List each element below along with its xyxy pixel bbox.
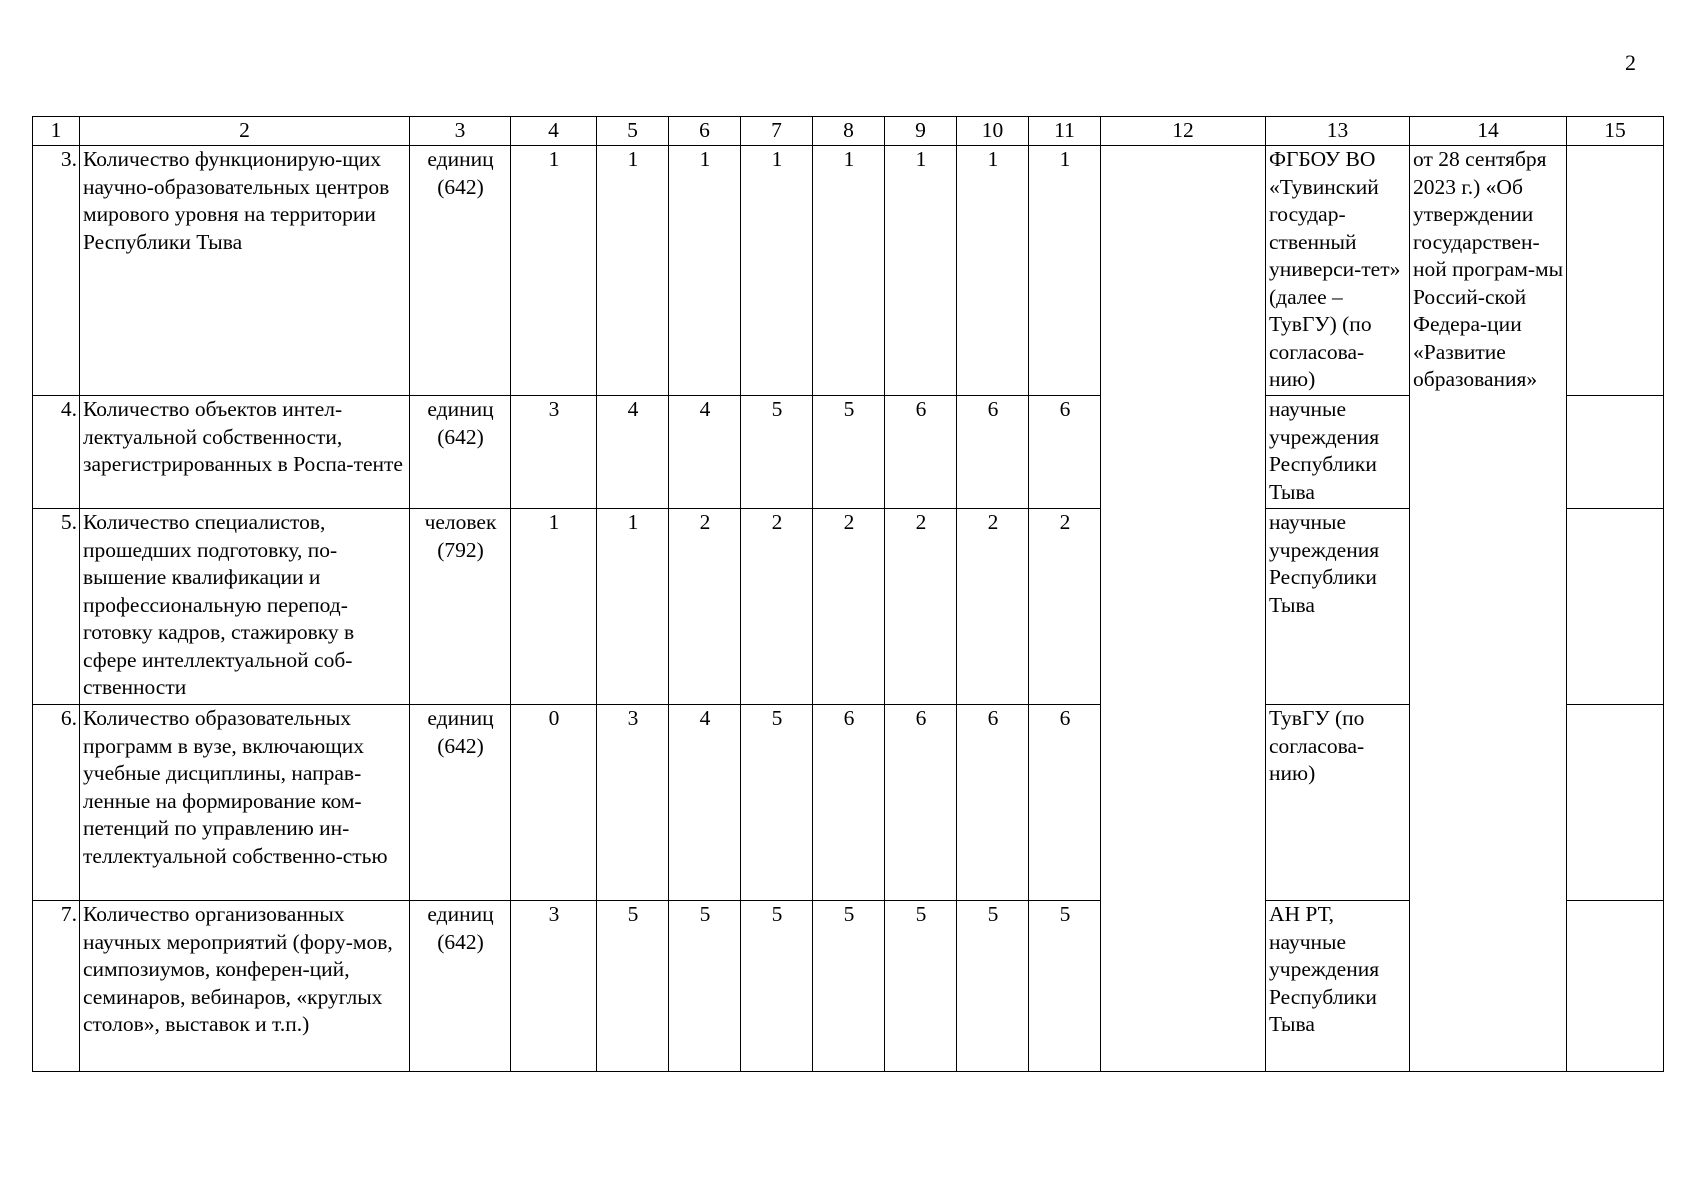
header-cell: 7 xyxy=(741,117,813,146)
column-15-cell xyxy=(1567,705,1664,901)
header-cell: 15 xyxy=(1567,117,1664,146)
value-cell: 2 xyxy=(669,509,741,705)
header-cell: 2 xyxy=(80,117,410,146)
value-cell: 5 xyxy=(885,901,957,1072)
value-cell: 5 xyxy=(813,396,885,509)
responsible-cell: ТувГУ (по согласова-нию) xyxy=(1266,705,1410,901)
value-cell: 5 xyxy=(1029,901,1101,1072)
header-row xyxy=(33,117,1664,146)
value-cell: 6 xyxy=(957,396,1029,509)
value-cell: 6 xyxy=(1029,396,1101,509)
value-cell: 1 xyxy=(957,146,1029,396)
value-cell: 4 xyxy=(669,396,741,509)
row-number: 3. xyxy=(33,146,80,396)
header-cell: 4 xyxy=(511,117,597,146)
value-cell: 5 xyxy=(813,901,885,1072)
value-cell: 1 xyxy=(669,146,741,396)
value-cell: 1 xyxy=(597,146,669,396)
value-cell: 2 xyxy=(813,509,885,705)
value-cell: 6 xyxy=(1029,705,1101,901)
unit-cell: единиц (642) xyxy=(410,901,511,1072)
value-cell: 1 xyxy=(885,146,957,396)
header-cell: 3 xyxy=(410,117,511,146)
header-cell: 5 xyxy=(597,117,669,146)
unit-cell: единиц (642) xyxy=(410,146,511,396)
unit-cell: единиц (642) xyxy=(410,396,511,509)
value-cell: 1 xyxy=(813,146,885,396)
indicators-table xyxy=(32,116,1664,1072)
responsible-cell: научные учреждения Республики Тыва xyxy=(1266,396,1410,509)
responsible-cell: ФГБОУ ВО «Тувинский государ-ственный универси-тет» (далее – ТувГУ) (по согласова-нию) xyxy=(1266,146,1410,396)
indicator-name: Количество специалистов, прошедших подготовку, по-вышение квалификации и профессиональную перепод-готовку кадров, стажировку в сфере интеллектуальной соб-ственности xyxy=(80,509,410,705)
responsible-cell: АН РТ, научные учреждения Республики Тыва xyxy=(1266,901,1410,1072)
value-cell: 2 xyxy=(957,509,1029,705)
value-cell: 1 xyxy=(511,146,597,396)
column-15-cell xyxy=(1567,396,1664,509)
value-cell: 3 xyxy=(511,396,597,509)
value-cell: 4 xyxy=(597,396,669,509)
page-number: 2 xyxy=(1625,50,1636,75)
value-cell: 1 xyxy=(597,509,669,705)
header-cell: 12 xyxy=(1101,117,1266,146)
value-cell: 5 xyxy=(669,901,741,1072)
value-cell: 6 xyxy=(885,396,957,509)
value-cell: 6 xyxy=(885,705,957,901)
indicator-name: Количество образовательных программ в вузе, включающих учебные дисциплины, направ-ленные на формирование ком-петенций по управлению ин-теллектуальной собственно-стью xyxy=(80,705,410,901)
value-cell: 5 xyxy=(741,901,813,1072)
value-cell: 1 xyxy=(741,146,813,396)
value-cell: 2 xyxy=(1029,509,1101,705)
value-cell: 5 xyxy=(741,396,813,509)
unit-cell: единиц (642) xyxy=(410,705,511,901)
header-cell: 11 xyxy=(1029,117,1101,146)
header-cell: 8 xyxy=(813,117,885,146)
column-15-cell xyxy=(1567,146,1664,396)
column-12-cell xyxy=(1101,146,1266,1072)
indicator-name: Количество организованных научных мероприятий (фору-мов, симпозиумов, конферен-ций, семинаров, вебинаров, «круглых столов», выставок и т.п.) xyxy=(80,901,410,1072)
value-cell: 5 xyxy=(597,901,669,1072)
indicator-name: Количество функционирую-щих научно-образовательных центров мирового уровня на территории Республики Тыва xyxy=(80,146,410,396)
header-cell: 10 xyxy=(957,117,1029,146)
indicator-name: Количество объектов интел-лектуальной собственности, зарегистрированных в Роспа-тенте xyxy=(80,396,410,509)
row-number: 4. xyxy=(33,396,80,509)
value-cell: 3 xyxy=(597,705,669,901)
header-cell: 1 xyxy=(33,117,80,146)
row-number: 7. xyxy=(33,901,80,1072)
value-cell: 5 xyxy=(741,705,813,901)
value-cell: 6 xyxy=(957,705,1029,901)
value-cell: 2 xyxy=(741,509,813,705)
value-cell: 0 xyxy=(511,705,597,901)
value-cell: 2 xyxy=(885,509,957,705)
value-cell: 5 xyxy=(957,901,1029,1072)
unit-cell: человек (792) xyxy=(410,509,511,705)
value-cell: 4 xyxy=(669,705,741,901)
value-cell: 6 xyxy=(813,705,885,901)
column-15-cell xyxy=(1567,901,1664,1072)
header-cell: 14 xyxy=(1410,117,1567,146)
header-cell: 13 xyxy=(1266,117,1410,146)
value-cell: 3 xyxy=(511,901,597,1072)
value-cell: 1 xyxy=(511,509,597,705)
table-row xyxy=(33,146,1664,396)
row-number: 5. xyxy=(33,509,80,705)
row-number: 6. xyxy=(33,705,80,901)
responsible-cell: научные учреждения Республики Тыва xyxy=(1266,509,1410,705)
column-15-cell xyxy=(1567,509,1664,705)
header-cell: 9 xyxy=(885,117,957,146)
value-cell: 1 xyxy=(1029,146,1101,396)
header-cell: 6 xyxy=(669,117,741,146)
column-14-cell: от 28 сентября 2023 г.) «Об утверждении государствен-ной програм-мы Россий-ской Федера-ции «Развитие образования» xyxy=(1410,146,1567,1072)
